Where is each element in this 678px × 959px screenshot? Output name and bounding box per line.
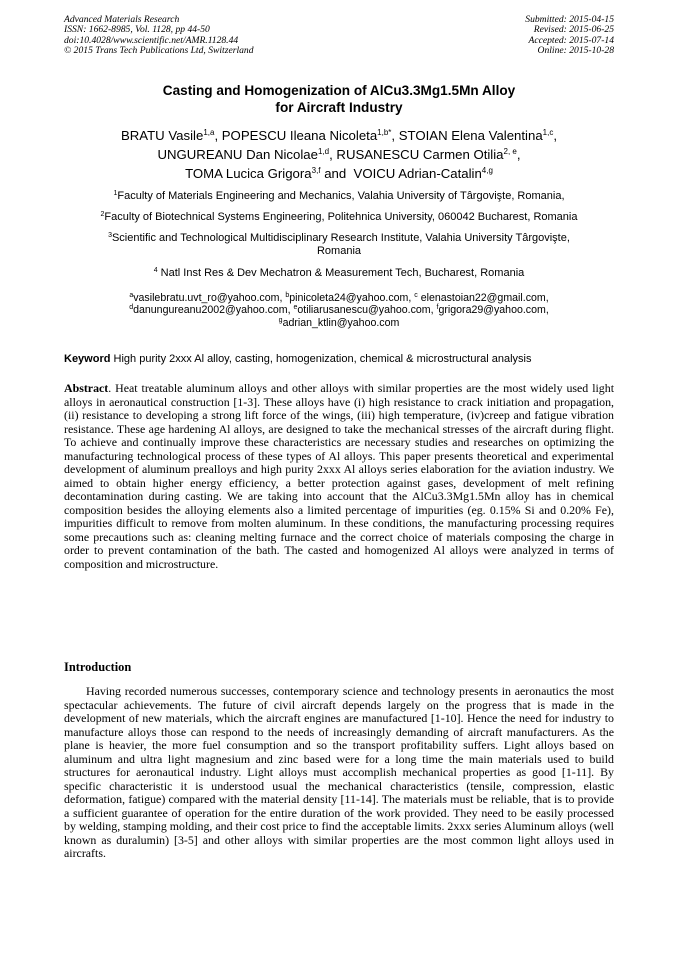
abstract-paragraph (64, 382, 614, 571)
author-superscript: 4,g (481, 166, 493, 175)
affiliation-text: Romania (316, 245, 362, 257)
author-name: RUSANESCU Carmen Otilia (336, 147, 504, 162)
email-address: otiliarusanescu@yahoo.com (297, 304, 431, 317)
journal-doi: doi:10.4028/www.scientific.net/AMR.1128.44 (64, 34, 239, 46)
abstract-label: Abstract (64, 381, 109, 395)
journal-issn: ISSN: 1662-8985, Vol. 1128, pp 44-50 (64, 24, 210, 36)
email-address: elenastoian22@gmail.com (420, 292, 546, 304)
submission-dates (525, 15, 614, 57)
author-line-1 (20, 126, 658, 145)
keywords (64, 353, 624, 366)
email-list (30, 292, 648, 329)
author-separator: , (214, 128, 222, 143)
date-revised: Revised: 2015-06-25 (533, 24, 614, 36)
author-name: VOICU Adrian-Catalin (353, 166, 482, 181)
email-marker: b (285, 292, 290, 299)
author-name: TOMA Lucica Grigora (185, 166, 312, 181)
affiliation-number: 1 (113, 190, 118, 197)
affiliation-text: Natl Inst Res & Dev Mechatron & Measurement Tech, Bucharest, Romania (157, 267, 525, 279)
author-superscript: 1,b* (377, 128, 392, 137)
title-line-2: for Aircraft Industry (275, 100, 403, 115)
title-line-1: Casting and Homogenization of AlCu3.3Mg1.5Mn Alloy (162, 83, 516, 98)
author-separator: , (553, 128, 557, 143)
email-marker: f (436, 304, 439, 312)
author-superscript: 1,d (317, 147, 330, 156)
email-marker: e (293, 304, 298, 312)
author-name: BRATU Vasile (120, 128, 204, 143)
email-line-2: $^d$danungureanu2002@yahoo.com, $^e$otiliarusanescu@yahoo.com, $^f$grigora29@yahoo.com, (129, 304, 549, 317)
affiliation-text: Faculty of Materials Engineering and Mechanics, Valahia University of Târgovişte, Romania, (117, 190, 565, 202)
date-accepted: Accepted: 2015-07-14 (528, 34, 614, 46)
email-line-3 (30, 317, 648, 329)
affiliation-2 (30, 211, 648, 224)
affiliation-3 (30, 232, 648, 245)
author-list (20, 126, 658, 183)
introduction-heading: Introduction (64, 660, 132, 674)
author-separator: , (516, 147, 521, 162)
journal-name: Advanced Materials Research (64, 14, 180, 25)
affiliation-number: 3 (108, 232, 112, 239)
affiliation-text: Faculty of Biotechnical Systems Engineering, Politehnica University, 060042 Bucharest, Romania (104, 211, 578, 223)
author-superscript: 1,a (203, 128, 215, 137)
author-separator: , (391, 128, 399, 143)
affiliation-text: Scientific and Technological Multidisciplinary Research Institute, Valahia University Târgovişte, (111, 232, 570, 244)
journal-copyright: © 2015 Trans Tech Publications Ltd, Switzerland (64, 45, 254, 57)
email-address: grigora29@yahoo.com (438, 304, 546, 317)
author-line-2 (20, 145, 658, 164)
author-superscript: 1,c (542, 128, 554, 137)
paper-title (40, 82, 638, 116)
author-name: POPESCU Ileana Nicoleta (221, 128, 378, 143)
journal-info (64, 15, 254, 57)
keyword-label: Keyword (64, 353, 111, 365)
email-address: adrian_ktlin@yahoo.com (282, 316, 400, 329)
author-line-3 (20, 164, 658, 183)
author-superscript: 2, e (503, 147, 517, 156)
author-name: UNGUREANU Dan Nicolae (157, 147, 318, 162)
email-marker: g (278, 316, 283, 324)
email-line-1: $^a$vasilebratu.uvt_ro@yahoo.com, $^b$pinicoleta24@yahoo.com, $^c$ elenastoian22@gmail.com, (129, 292, 549, 304)
author-superscript: 3,f (311, 166, 321, 175)
introduction-paragraph: Having recorded numerous successes, contemporary science and technology presents in aeronautics the most spectacular achievements. The future of civil aircraft depends largely on the progress that is made in the development of new materials, which the aircraft engines are manufactured [1-10]. Hence the need for industry to manufacture alloys those can respond to the needs of increasingly demanding of aircraft manufacturers. As the plane is heavier, the more fuel consumption and so the transport profitability suffers. Light alloys based on aluminum and ultra light magnesium and zinc based were for a long time the main materials used to build structures for aeronautical industry. Light alloys must accomplish mechanical properties as good [1-11]. By specific characteristic it is understood usual the mechanical characteristics (tensile, compression, elastic deformation, fatigue) compared with the material density [11-14]. The materials must be reliable, that is to provide a sufficient guarantee of operation for the entire duration of the work provided. They need to be easily processed by welding, stamping molding, and their cost price to find the acceptable limits. 2xxx series Aluminum alloys (well known as duralumin) [3-5] and other alloys with similar properties are the most common light alloys used in aircrafts. (64, 684, 614, 860)
date-submitted: Submitted: 2015-04-15 (525, 14, 614, 25)
author-separator: and (320, 166, 354, 181)
email-marker: a (129, 292, 134, 299)
author-separator: , (329, 147, 337, 162)
affiliation-number: 2 (100, 211, 105, 218)
email-address: vasilebratu.uvt_ro@yahoo.com (133, 292, 280, 304)
email-marker: d (129, 304, 134, 312)
abstract-text: . Heat treatable aluminum alloys and other alloys with similar properties are the most widely used light alloys in aeronautical construction [1-3]. These alloys have (i) high resistance to crack initiation and propagation, (ii) resistance to developing a strong lift force of the wings, (iii) high temperature, (iv)creep and fatigue vibration resistance. These age hardening Al alloys, are designed to take the mechanical stresses of the aircraft during flight. To achieve and continually improve these characteristics are necessary studies and researches on optimizing the manufacturing technological process of these types of Al alloys. This paper presents theoretical and experimental development of aluminum prealloys and high purity 2xxx Al alloys series elaboration for the aviation industry. We aimed to obtain higher energy efficiency, a better protection against gases, development of melt refining decontamination during casting. We are taking into account that the AlCu3.3Mg1.5Mn alloy has in chemical composition besides the alloying elements also a limited percentage of impurities (eg. 0.15% Si and 0.20% Fe), impurities difficult to remove from molten aluminum. In these conditions, the manufacturing processing requires some precautions such as: cleaning melting furnace and the correct choice of materials composing the charge in order to prevent contamination of the bath. The casted and homogenized Al alloys were analyzed in terms of composition and microstructure. (64, 381, 614, 571)
affiliation-list (30, 190, 648, 280)
email-address: pinicoleta24@yahoo.com (289, 292, 409, 304)
email-marker: c (414, 292, 418, 299)
email-address: danungureanu2002@yahoo.com (133, 304, 288, 317)
date-online: Online: 2015-10-28 (537, 45, 614, 57)
keyword-text: High purity 2xxx Al alloy, casting, homogenization, chemical & microstructural analysis (110, 353, 532, 365)
affiliation-1 (30, 190, 648, 203)
affiliation-number: 4 (153, 267, 158, 274)
author-name: STOIAN Elena Valentina (398, 128, 543, 143)
affiliation-4 (30, 267, 648, 280)
affiliation-3-cont (30, 245, 648, 258)
